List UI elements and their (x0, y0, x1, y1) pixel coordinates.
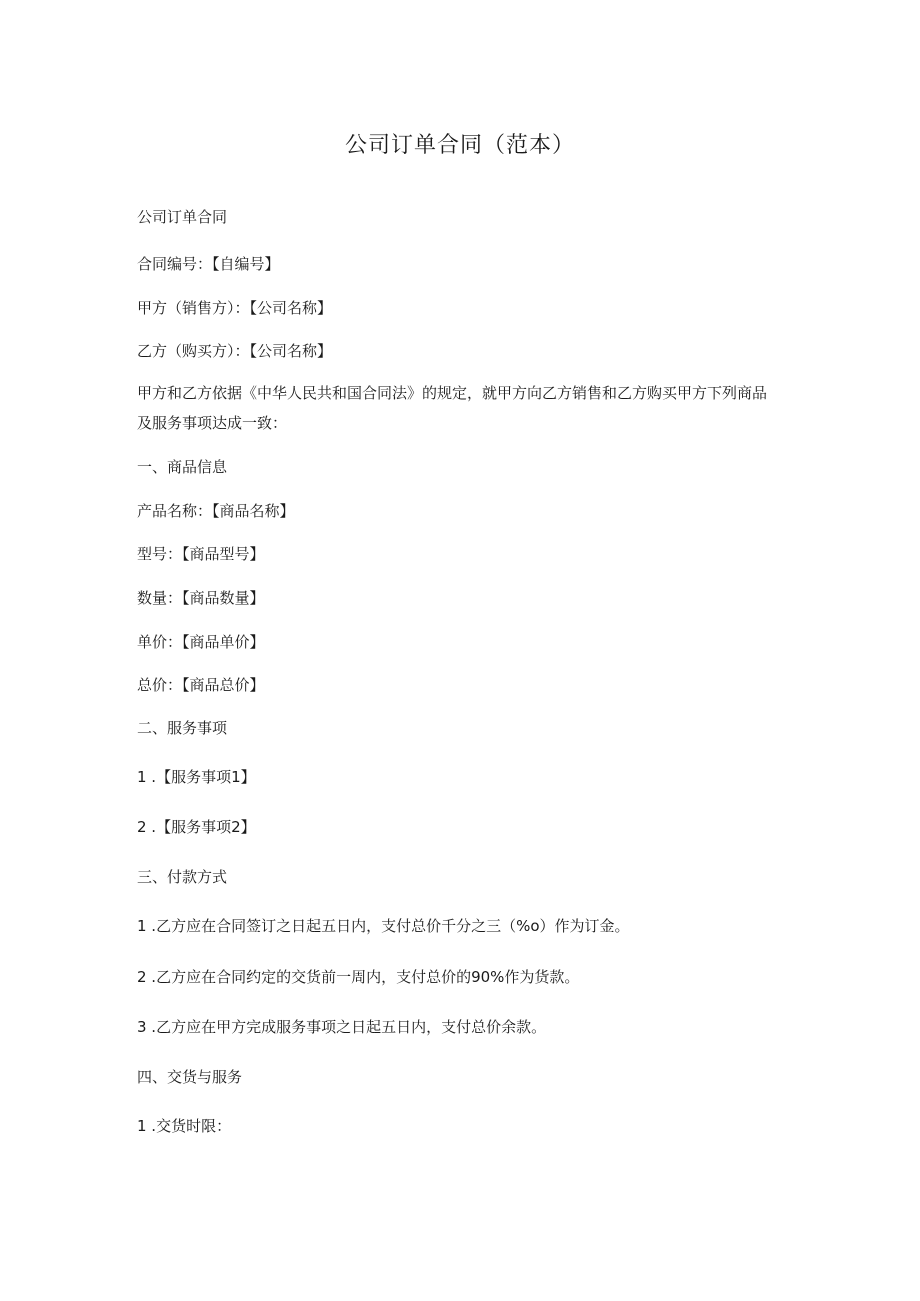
product-name: 产品名称：【商品名称】 (137, 502, 295, 520)
payment-item-2: 2 .乙方应在合同约定的交货前一周内，支付总价的90%作为货款。 (137, 968, 580, 986)
payment-item-3: 3 .乙方应在甲方完成服务事项之日起五日内，支付总价余款。 (137, 1018, 547, 1036)
contract-subtitle: 公司订单合同 (137, 208, 228, 226)
document-title: 公司订单合同（范本） (344, 133, 575, 158)
party-b: 乙方（购买方）：【公司名称】 (137, 342, 333, 360)
section-heading-goods: 一、商品信息 (137, 458, 228, 476)
service-item-1: 1 .【服务事项1】 (137, 768, 256, 786)
intro-paragraph: 甲方和乙方依据《中华人民共和国合同法》的规定，就甲方向乙方销售和乙方购买甲方下列商品及服务事项达成一致： (137, 384, 768, 432)
contract-number: 合同编号：【自编号】 (137, 255, 280, 273)
service-item-2: 2 .【服务事项2】 (137, 818, 256, 836)
product-total-price: 总价：【商品总价】 (137, 676, 265, 694)
section-heading-delivery: 四、交货与服务 (137, 1068, 243, 1086)
product-unit-price: 单价：【商品单价】 (137, 633, 265, 651)
party-a: 甲方（销售方）：【公司名称】 (137, 299, 333, 317)
section-heading-services: 二、服务事项 (137, 719, 228, 737)
section-heading-payment: 三、付款方式 (137, 868, 228, 886)
delivery-item-1: 1 .交货时限： (137, 1117, 232, 1135)
payment-item-1: 1 .乙方应在合同签订之日起五日内，支付总价千分之三（%o）作为订金。 (137, 917, 630, 935)
product-quantity: 数量：【商品数量】 (137, 589, 265, 607)
product-model: 型号：【商品型号】 (137, 545, 265, 563)
